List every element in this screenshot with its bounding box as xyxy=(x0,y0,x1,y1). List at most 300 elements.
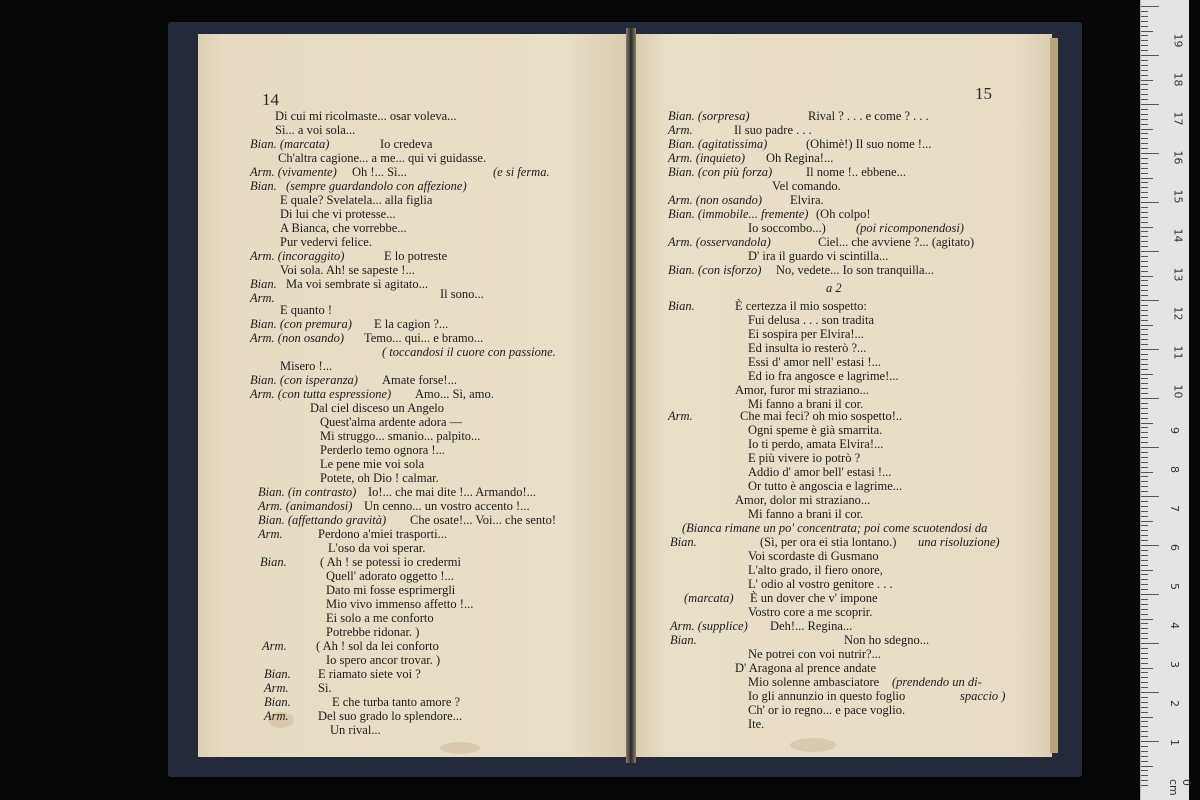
text-line xyxy=(320,444,445,457)
verse-text: Non ho sdegno... xyxy=(844,633,930,647)
ruler-tick xyxy=(1141,702,1148,703)
speaker-label: Arm. (supplice) xyxy=(670,619,748,633)
ruler-tick xyxy=(1141,26,1148,27)
ruler-tick xyxy=(1141,692,1159,693)
text-line xyxy=(735,384,869,397)
ruler-tick xyxy=(1141,437,1148,438)
ruler-tick xyxy=(1141,452,1148,453)
ruler-tick xyxy=(1141,628,1148,629)
text-line xyxy=(258,500,530,513)
verse-text: Io!... che mai dite !... Armando!... xyxy=(368,485,537,499)
ruler-tick xyxy=(1141,334,1148,335)
verse-text: Mi fanno a brani il cor. xyxy=(748,507,864,521)
stage-direction: una risoluzione) xyxy=(918,535,1000,549)
ruler-tick xyxy=(1141,364,1148,365)
verse-text: È un dover che v' impone xyxy=(750,591,878,605)
speaker-label: Arm. (non osando) xyxy=(250,331,345,345)
ruler-tick xyxy=(1141,472,1153,473)
ruler-tick xyxy=(1141,75,1148,76)
ruler-tick xyxy=(1141,45,1148,46)
measuring-ruler xyxy=(1140,0,1193,800)
text-line xyxy=(250,250,447,263)
ruler-number: 1 xyxy=(1168,739,1181,746)
ruler-tick xyxy=(1141,187,1148,188)
speaker-label: Bian. (sorpresa) xyxy=(668,109,750,123)
ruler-number: 5 xyxy=(1168,583,1181,590)
ruler-tick xyxy=(1141,785,1148,786)
ruler-tick xyxy=(1141,222,1148,223)
ruler-tick xyxy=(1141,374,1153,375)
verse-text: Potete, oh Dio ! calmar. xyxy=(320,471,439,485)
verse-text: Il nome !.. ebbene... xyxy=(806,165,906,179)
ruler-number: 18 xyxy=(1171,72,1185,87)
ruler-tick xyxy=(1141,16,1148,17)
ruler-number: 14 xyxy=(1171,228,1185,243)
ruler-tick xyxy=(1141,741,1159,742)
ruler-tick xyxy=(1141,687,1148,688)
page-number-right: 15 xyxy=(975,84,992,103)
ruler-tick xyxy=(1141,579,1148,580)
verse-text: Le pene mie voi sola xyxy=(320,457,425,471)
ruler-tick xyxy=(1141,158,1148,159)
ruler-tick xyxy=(1141,173,1148,174)
speaker-label: Bian. xyxy=(670,633,697,647)
text-line xyxy=(670,634,697,647)
text-line xyxy=(320,430,480,443)
verse-text: Fui delusa . . . son tradita xyxy=(748,313,875,327)
ruler-tick xyxy=(1141,511,1148,512)
text-line xyxy=(668,110,929,123)
ruler-tick xyxy=(1141,290,1148,291)
text-line xyxy=(280,264,415,277)
ruler-tick xyxy=(1141,50,1148,51)
text-line xyxy=(250,278,428,291)
ruler-tick xyxy=(1141,266,1148,267)
ruler-tick xyxy=(1141,329,1148,330)
ruler-tick xyxy=(1141,770,1148,771)
text-line xyxy=(668,410,693,423)
speaker-label: Bian. xyxy=(250,179,277,193)
ruler-number: 0 cm xyxy=(1167,779,1193,796)
verse-text: Di lui che vi protesse... xyxy=(280,207,396,221)
text-line xyxy=(250,166,407,179)
text-line xyxy=(258,486,536,499)
ruler-tick xyxy=(1141,584,1148,585)
stage-direction: (sempre guardandolo con affezione) xyxy=(286,179,467,193)
stage-direction: (prendendo un di- xyxy=(892,675,982,689)
verse-text: E più vivere io potrò ? xyxy=(748,451,861,465)
text-line xyxy=(668,208,871,221)
text-line xyxy=(748,250,888,263)
ruler-number: 6 xyxy=(1168,544,1181,551)
ruler-tick xyxy=(1141,383,1148,384)
ruler-tick xyxy=(1141,643,1159,644)
ruler-tick xyxy=(1141,550,1148,551)
verse-text: Ite. xyxy=(748,717,765,731)
text-line xyxy=(748,480,902,493)
ruler-tick xyxy=(1141,481,1148,482)
verse-text: (Sì, per ora ei stia lontano.) xyxy=(760,535,897,549)
ruler-number: 11 xyxy=(1171,345,1185,360)
ruler-tick xyxy=(1141,320,1148,321)
ruler-tick xyxy=(1141,305,1148,306)
verse-text: Che osate!... Voi... che sento! xyxy=(410,513,557,527)
ruler-number: 7 xyxy=(1168,505,1181,512)
verse-text: ( Ah ! se potessi io credermi xyxy=(320,555,461,569)
ruler-number: 15 xyxy=(1171,189,1185,204)
ruler-tick xyxy=(1141,462,1148,463)
text-line xyxy=(748,606,872,619)
verse-text: Mi fanno a brani il cor. xyxy=(748,397,864,411)
verse-text: (Oh colpo! xyxy=(816,207,871,221)
ruler-tick xyxy=(1141,589,1148,590)
text-line xyxy=(748,704,905,717)
text-line xyxy=(748,648,881,661)
speaker-label: Bian. xyxy=(250,277,277,291)
ruler-tick xyxy=(1141,212,1148,213)
verse-text: L'oso da voi sperar. xyxy=(328,541,426,555)
paper-stain xyxy=(440,742,480,754)
ruler-tick xyxy=(1141,707,1148,708)
text-line xyxy=(668,194,824,207)
text-line xyxy=(330,724,381,737)
ruler-tick xyxy=(1141,339,1148,340)
verse-text: Quest'alma ardente adora — xyxy=(320,415,463,429)
speaker-label: Arm. (incoraggito) xyxy=(250,249,345,263)
ruler-tick xyxy=(1141,766,1153,767)
speaker-label: Bian. (in contrasto) xyxy=(258,485,357,499)
verse-text: (Ohimè!) Il suo nome !... xyxy=(806,137,932,151)
verse-text: Voi scordaste di Gusmano xyxy=(748,549,879,563)
speaker-label: Arm. (osservandola) xyxy=(668,235,771,249)
speaker-label: Arm. xyxy=(264,709,289,723)
verse-text: Ne potrei con voi nutrir?... xyxy=(748,647,881,661)
ruler-tick xyxy=(1141,682,1148,683)
ruler-tick xyxy=(1141,761,1148,762)
text-line xyxy=(735,300,867,313)
ruler-tick xyxy=(1141,310,1148,311)
ruler-tick xyxy=(1141,124,1148,125)
ruler-number: 19 xyxy=(1171,33,1185,48)
verse-text: E riamato siete voi ? xyxy=(318,667,421,681)
speaker-label: Bian. (agitatissima) xyxy=(668,137,768,151)
verse-text: Essi d' amor nell' estasi !... xyxy=(748,355,881,369)
text-line xyxy=(668,300,695,313)
verse-text: E che turba tanto amore ? xyxy=(332,695,461,709)
ruler-tick xyxy=(1141,84,1148,85)
ruler-tick xyxy=(1141,599,1148,600)
verse-text: Oh !... Sì... xyxy=(352,165,407,179)
ruler-tick xyxy=(1141,403,1148,404)
ruler-tick xyxy=(1141,521,1153,522)
text-line xyxy=(250,374,457,387)
verse-text: Ma voi sembrate sì agitato... xyxy=(286,277,428,291)
text-line xyxy=(748,424,882,437)
ruler-tick xyxy=(1141,295,1148,296)
verse-text: Misero !... xyxy=(280,359,333,373)
text-line xyxy=(440,288,484,301)
ruler-tick xyxy=(1141,359,1148,360)
ruler-tick xyxy=(1141,565,1148,566)
verse-text: A Bianca, che vorrebbe... xyxy=(280,221,407,235)
ruler-tick xyxy=(1141,594,1159,595)
text-line xyxy=(264,682,332,695)
ruler-tick xyxy=(1141,486,1148,487)
ruler-tick xyxy=(1141,11,1148,12)
ruler-tick xyxy=(1141,491,1148,492)
ruler-tick xyxy=(1141,545,1159,546)
ruler-tick xyxy=(1141,344,1148,345)
text-line xyxy=(668,236,974,249)
ruler-tick xyxy=(1141,560,1148,561)
text-line xyxy=(280,236,372,249)
ruler-tick xyxy=(1141,496,1159,497)
ruler-number: 4 xyxy=(1168,622,1181,629)
ruler-tick xyxy=(1141,227,1153,228)
ruler-tick xyxy=(1141,516,1148,517)
text-line xyxy=(856,222,964,235)
ruler-tick xyxy=(1141,246,1148,247)
ruler-tick xyxy=(1141,427,1148,428)
verse-text: Mio solenne ambasciatore xyxy=(748,675,880,689)
speaker-label: Arm. xyxy=(668,409,693,423)
ruler-number: 3 xyxy=(1168,661,1181,668)
ruler-tick xyxy=(1141,241,1148,242)
text-line xyxy=(960,690,1005,703)
ruler-tick xyxy=(1141,192,1148,193)
verse-text: Io soccombo...) xyxy=(748,221,826,235)
ruler-tick xyxy=(1141,153,1159,154)
ruler-tick xyxy=(1141,731,1148,732)
ruler-tick xyxy=(1141,780,1148,781)
speaker-label: Arm. (con tutta espressione) xyxy=(250,387,392,401)
speaker-label: Arm. (non osando) xyxy=(668,193,763,207)
text-line xyxy=(668,264,934,277)
verse-text: Deh!... Regina... xyxy=(770,619,853,633)
ruler-tick xyxy=(1141,35,1148,36)
verse-text: Mio vivo immenso affetto !... xyxy=(326,597,474,611)
verse-text: Amor, dolor mi straziano... xyxy=(735,493,871,507)
text-line xyxy=(684,592,878,605)
verse-text: Perderlo temo ognora !... xyxy=(320,443,445,457)
verse-text: Voi sola. Ah! se sapeste !... xyxy=(280,263,415,277)
ruler-tick xyxy=(1141,712,1148,713)
ruler-tick xyxy=(1141,119,1148,120)
ruler-tick xyxy=(1141,276,1153,277)
ruler-tick xyxy=(1141,775,1148,776)
speaker-label: Arm. xyxy=(668,123,693,137)
text-line xyxy=(326,626,419,639)
ruler-tick xyxy=(1141,746,1148,747)
ruler-tick xyxy=(1141,609,1148,610)
text-line xyxy=(250,138,432,151)
ruler-tick xyxy=(1141,672,1148,673)
ruler-tick xyxy=(1141,354,1148,355)
text-line xyxy=(320,458,424,471)
verse-text: Ei sospira per Elvira!... xyxy=(748,327,864,341)
text-line xyxy=(310,402,444,415)
ruler-tick xyxy=(1141,369,1148,370)
text-line xyxy=(326,584,455,597)
text-line xyxy=(748,690,905,703)
verse-text: Io ti perdo, amata Elvira!... xyxy=(748,437,884,451)
text-line xyxy=(382,346,556,359)
verse-text: Del suo grado lo splendore... xyxy=(318,709,463,723)
verse-text: Temo... qui... e bramo... xyxy=(364,331,484,345)
text-line xyxy=(668,138,931,151)
speaker-label: Bian. (con più forza) xyxy=(668,165,773,179)
ruler-tick xyxy=(1141,423,1153,424)
text-line xyxy=(250,292,275,305)
ruler-tick xyxy=(1141,623,1148,624)
text-line xyxy=(280,222,407,235)
text-line xyxy=(258,528,447,541)
verse-text: Ch'altra cagione... a me... qui vi guidasse. xyxy=(278,151,487,165)
verse-text: Un cenno... un vostro accento !... xyxy=(364,499,530,513)
speaker-label: Bian. xyxy=(264,667,291,681)
text-line xyxy=(264,668,421,681)
verse-text: Ed insulta io resterò ?... xyxy=(748,341,867,355)
text-line xyxy=(748,564,883,577)
ruler-tick xyxy=(1141,89,1148,90)
verse-text: Addio d' amor bell' estasi !... xyxy=(748,465,892,479)
ruler-tick xyxy=(1141,751,1148,752)
speaker-label: Bian. (con isforzo) xyxy=(668,263,762,277)
text-line xyxy=(748,356,881,369)
ruler-tick xyxy=(1141,148,1148,149)
ruler-tick xyxy=(1141,143,1148,144)
speaker-label: Bian. (affettando gravità) xyxy=(258,513,387,527)
ruler-tick xyxy=(1141,182,1148,183)
ruler-tick xyxy=(1141,726,1148,727)
speaker-label: Arm. xyxy=(258,527,283,541)
text-line xyxy=(748,314,874,327)
verse-text: D' ira il guardo vi scintilla... xyxy=(748,249,889,263)
verse-text: Ciel... che avviene ?... (agitato) xyxy=(818,235,975,249)
page-number-left: 14 xyxy=(262,90,279,109)
ruler-tick xyxy=(1141,413,1148,414)
verse-text: Che mai feci? oh mio sospetto!.. xyxy=(740,409,903,423)
ruler-tick xyxy=(1141,604,1148,605)
ruler-tick xyxy=(1141,55,1159,56)
verse-text: Io credeva xyxy=(380,137,433,151)
speaker-label: Arm. (vivamente) xyxy=(250,165,337,179)
verse-text: E lo potreste xyxy=(384,249,448,263)
verse-text: Potrebbe ridonar. ) xyxy=(326,625,420,639)
ruler-tick xyxy=(1141,525,1148,526)
text-line xyxy=(668,166,906,179)
verse-text: Amate forse!... xyxy=(382,373,457,387)
speaker-label: Bian. xyxy=(264,695,291,709)
stage-direction: (Bianca rimane un po' concentrata; poi come scuotendosi da xyxy=(682,521,988,535)
text-line xyxy=(735,494,870,507)
ruler-number: 16 xyxy=(1171,150,1185,165)
speaker-label: Bian. xyxy=(260,555,287,569)
ruler-tick xyxy=(1141,506,1148,507)
ruler-tick xyxy=(1141,378,1148,379)
ruler-number: 9 xyxy=(1168,427,1181,434)
text-line xyxy=(740,410,902,423)
text-line xyxy=(493,166,550,179)
ruler-tick xyxy=(1141,555,1148,556)
ruler-tick xyxy=(1141,648,1148,649)
ruler-tick xyxy=(1141,697,1148,698)
text-line xyxy=(275,110,457,123)
ruler-tick xyxy=(1141,619,1153,620)
ruler-tick xyxy=(1141,756,1148,757)
ruler-tick xyxy=(1141,721,1148,722)
ruler-tick xyxy=(1141,457,1148,458)
verse-text: Ch' or io regno... e pace voglio. xyxy=(748,703,906,717)
verse-text: Or tutto è angoscia e lagrime... xyxy=(748,479,903,493)
ruler-tick xyxy=(1141,109,1148,110)
ruler-tick xyxy=(1141,261,1148,262)
text-line xyxy=(320,416,462,429)
verse-text: Amor, furor mi straziano... xyxy=(735,383,869,397)
verse-text: Il suo padre . . . xyxy=(734,123,812,137)
ruler-tick xyxy=(1141,467,1148,468)
ruler-tick xyxy=(1141,163,1148,164)
ruler-number: 13 xyxy=(1171,267,1185,282)
verse-text: Ogni speme è già smarrita. xyxy=(748,423,883,437)
text-line xyxy=(748,438,883,451)
stage-direction: spaccio ) xyxy=(960,689,1006,703)
text-line xyxy=(670,620,852,633)
verse-text: Un rival... xyxy=(330,723,381,737)
ruler-tick xyxy=(1141,70,1148,71)
ruler-tick xyxy=(1141,280,1148,281)
verse-text: ( Ah ! sol da lei conforto xyxy=(316,639,439,653)
verse-text: Sì. xyxy=(318,681,332,695)
ruler-tick xyxy=(1141,6,1159,7)
ruler-tick xyxy=(1141,663,1148,664)
book-gutter xyxy=(626,28,636,763)
ruler-tick xyxy=(1141,197,1148,198)
speaker-label: Bian. (con premura) xyxy=(250,317,352,331)
text-line xyxy=(668,152,833,165)
ruler-tick xyxy=(1141,168,1148,169)
ruler-tick xyxy=(1141,476,1148,477)
ruler-tick xyxy=(1141,388,1148,389)
verse-text: Di cui mi ricolmaste... osar voleva... xyxy=(275,109,457,123)
verse-text: Vostro core a me scoprir. xyxy=(748,605,873,619)
ruler-tick xyxy=(1141,540,1148,541)
speaker-label: Bian. (immobile... fremente) xyxy=(668,207,809,221)
ruler-tick xyxy=(1141,104,1159,105)
verse-text: L'alto grado, il fiero onore, xyxy=(748,563,883,577)
text-line xyxy=(326,612,434,625)
verse-text: No, vedete... Io son tranquilla... xyxy=(776,263,934,277)
ruler-tick xyxy=(1141,325,1153,326)
verse-text: E quanto ! xyxy=(280,303,333,317)
speaker-label: Arm. (inquieto) xyxy=(668,151,746,165)
text-line xyxy=(264,696,460,709)
ruler-number: 10 xyxy=(1171,384,1185,399)
ruler-tick xyxy=(1141,40,1148,41)
ruler-tick xyxy=(1141,658,1148,659)
ruler-tick xyxy=(1141,535,1148,536)
text-line xyxy=(264,710,462,723)
verse-text: Rival ? . . . e come ? . . . xyxy=(808,109,929,123)
text-line xyxy=(258,514,556,527)
verse-text: Dal ciel disceso un Angelo xyxy=(310,401,444,415)
verse-text: Amo... Sì, amo. xyxy=(415,387,494,401)
text-line xyxy=(670,536,896,549)
ruler-tick xyxy=(1141,574,1148,575)
text-line xyxy=(280,208,396,221)
text-line xyxy=(918,536,1000,549)
stage-direction: a 2 xyxy=(826,281,842,295)
